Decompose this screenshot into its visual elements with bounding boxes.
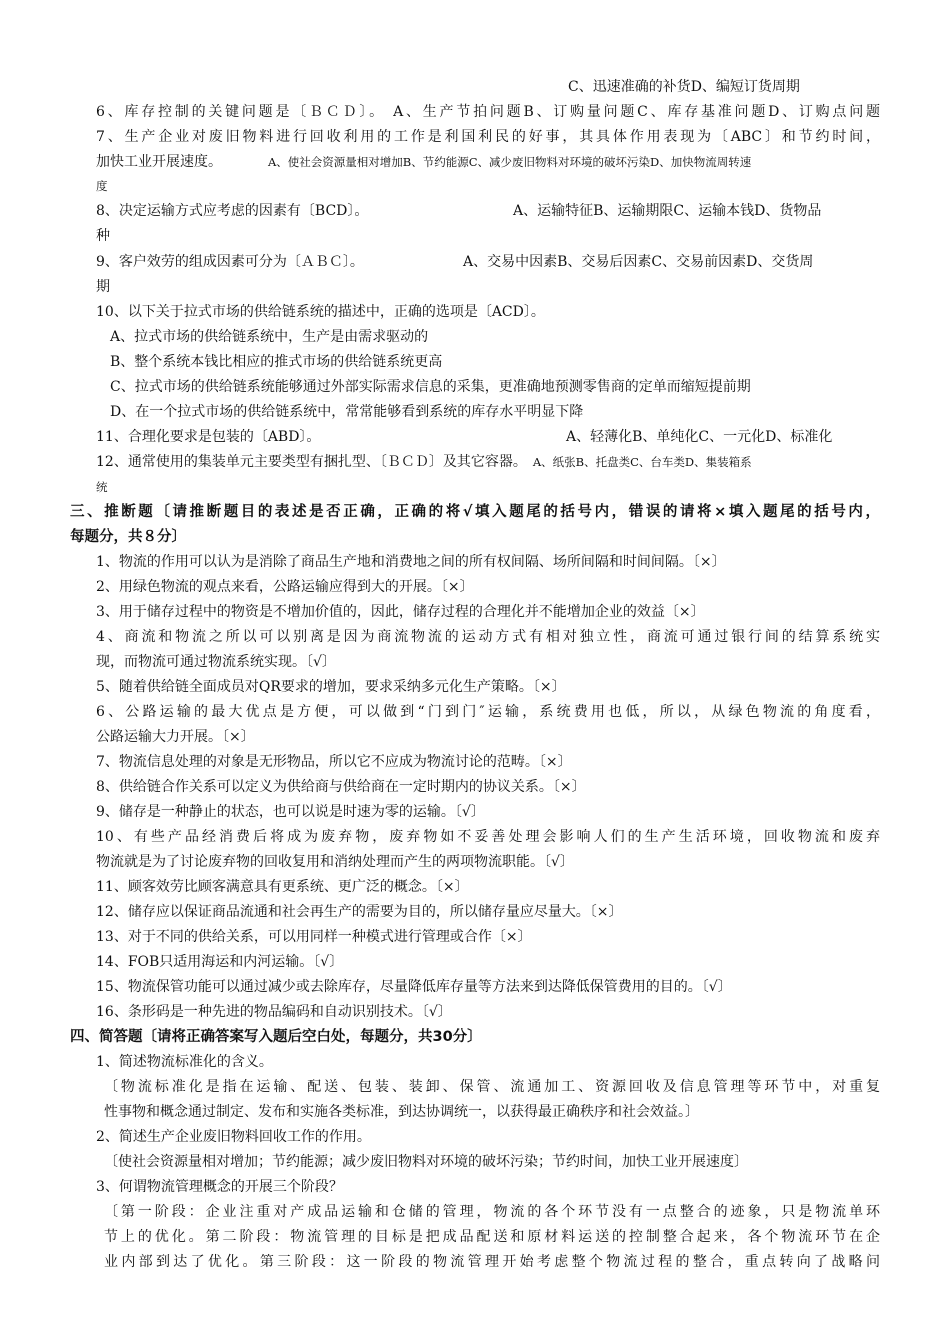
section-heading-judgement-cont: 每题分，共８分〕 bbox=[70, 529, 186, 545]
answer-line: 〔第一阶段：企业注重对产成品运输和仓储的管理，物流的各个环节没有一点整合的迹象，只是物流单环 bbox=[104, 1204, 880, 1220]
text-line: 10、以下关于拉式市场的供给链系统的描述中，正确的选项是〔ACD〕。 bbox=[96, 304, 545, 320]
text-line: 现，而物流可通过物流系统实现。〔√〕 bbox=[96, 654, 336, 670]
text-line: 统 bbox=[96, 480, 108, 494]
section-heading-short-answer: 四、简答题〔请将正确答案写入题后空白处，每题分，共30分〕 bbox=[70, 1029, 482, 1045]
text-line: 6、公路运输的最大优点是方便，可以做到“门到门″运输，系统费用也低，所以，从绿色物流的角度看， bbox=[96, 704, 880, 720]
text-line: A、运输特征B、运输期限C、运输本钱D、货物品 bbox=[513, 203, 822, 219]
text-line: 4、商流和物流之所以可以别离是因为商流物流的运动方式有相对独立性，商流可通过银行间的结算系统实 bbox=[96, 629, 880, 645]
text-line: A、轻薄化B、单纯化C、一元化D、标准化 bbox=[566, 429, 833, 445]
text-line: 15、物流保管功能可以通过减少或去除库存，尽量降低库存量等方法来到达降低保管费用的目的。〔√〕 bbox=[96, 979, 732, 995]
answer-line: 性事物和概念通过制定、发布和实施各类标准，到达协调统一，以获得最正确秩序和社会效益。〕 bbox=[104, 1104, 699, 1120]
text-line: 10、有些产品经消费后将成为废弃物，废弃物如不妥善处理会影响人们的生产生活环境，回收物流和废弃 bbox=[96, 829, 880, 845]
text-line bbox=[96, 151, 751, 173]
text-line: 8、决定运输方式应考虑的因素有〔BCD〕。 bbox=[96, 203, 369, 219]
text-line: 8、供给链合作关系可以定义为供给商与供给商在一定时期内的协议关系。〔×〕 bbox=[96, 779, 586, 795]
text-segment: 12、通常使用的集装单元主要类型有捆扎型、〔ＢＣＤ〕及其它容器。 bbox=[96, 454, 527, 470]
text-line: 2、用绿色物流的观点来看，公路运输应得到大的开展。〔×〕 bbox=[96, 579, 474, 595]
text-line: 14、FOB只适用海运和内河运输。〔√〕 bbox=[96, 954, 344, 970]
section-heading-judgement: 三、推断题〔请推断题目的表述是否正确，正确的将√填入题尾的括号内，错误的请将×填入题尾的括号内， bbox=[70, 504, 880, 520]
text-line bbox=[96, 451, 752, 473]
text-segment: A、纸张B、托盘类C、台车类D、集装箱系 bbox=[532, 455, 752, 469]
text-line: 11、合理化要求是包装的〔ABD〕。 bbox=[96, 429, 321, 445]
text-line: 度 bbox=[96, 179, 108, 193]
answer-line: 〔物流标准化是指在运输、配送、包装、装卸、保管、流通加工、资源回收及信息管理等环节中，对重复 bbox=[104, 1079, 880, 1095]
text-line: 物流就是为了讨论废弃物的回收复用和消纳处理而产生的两项物流职能。〔√〕 bbox=[96, 854, 574, 870]
text-segment: 加快工业开展速度。 bbox=[96, 154, 222, 170]
text-line: 7、生产企业对废旧物料进行回收利用的工作是利国利民的好事，其具体作用表现为〔ABC〕和节约时间， bbox=[96, 129, 880, 145]
answer-line: 节上的优化。第二阶段：物流管理的目标是把成品配送和原材料运送的控制整合起来，各个物流环节在企 bbox=[104, 1229, 880, 1245]
text-line: C、迅速准确的补货D、编短订货周期 bbox=[568, 79, 800, 95]
text-line: B、整个系统本钱比相应的推式市场的供给链系统更高 bbox=[110, 354, 443, 370]
question-line: 1、简述物流标准化的含义。 bbox=[96, 1054, 273, 1070]
text-line: 公路运输大力开展。〔×〕 bbox=[96, 729, 255, 745]
text-line: 种 bbox=[96, 228, 110, 244]
text-segment: A、使社会资源量相对增加B、节约能源C、减少废旧物料对环境的破坏污染D、加快物流周转速 bbox=[268, 155, 752, 169]
text-line: 7、物流信息处理的对象是无形物品，所以它不应成为物流讨论的范畴。〔×〕 bbox=[96, 754, 572, 770]
text-line: 1、物流的作用可以认为是消除了商品生产地和消费地之间的所有权间隔、场所间隔和时间间隔。〔×〕 bbox=[96, 554, 726, 570]
text-line: A、拉式市场的供给链系统中，生产是由需求驱动的 bbox=[110, 329, 429, 345]
question-line: 2、简述生产企业废旧物料回收工作的作用。 bbox=[96, 1129, 371, 1145]
text-line: 13、对于不同的供给关系，可以用同样一种模式进行管理或合作〔×〕 bbox=[96, 929, 532, 945]
text-line: 期 bbox=[96, 279, 110, 295]
text-line: 3、用于储存过程中的物资是不增加价值的，因此，储存过程的合理化并不能增加企业的效益〔×〕 bbox=[96, 604, 705, 620]
text-line: A、交易中因素B、交易后因素C、交易前因素D、交货周 bbox=[463, 254, 814, 270]
answer-line: 〔使社会资源量相对增加；节约能源；减少废旧物料对环境的破坏污染；节约时间，加快工业开展速度〕 bbox=[104, 1154, 748, 1170]
text-line: 5、随着供给链全面成员对QR要求的增加，要求采纳多元化生产策略。〔×〕 bbox=[96, 679, 566, 695]
text-line: 16、条形码是一种先进的物品编码和自动识别技术。〔√〕 bbox=[96, 1004, 452, 1020]
text-line: C、拉式市场的供给链系统能够通过外部实际需求信息的采集，更准确地预测零售商的定单而缩短提前期 bbox=[110, 379, 751, 395]
answer-line: 业内部到达了优化。第三阶段：这一阶段的物流管理开始考虑整个物流过程的整合，重点转向了战略问 bbox=[104, 1254, 880, 1270]
text-line: D、在一个拉式市场的供给链系统中，常常能够看到系统的库存水平明显下降 bbox=[110, 404, 584, 420]
text-line: 12、储存应以保证商品流通和社会再生产的需要为目的，所以储存量应尽量大。〔×〕 bbox=[96, 904, 623, 920]
question-line: 3、何谓物流管理概念的开展三个阶段？ bbox=[96, 1179, 343, 1195]
text-line: 9、客户效劳的组成因素可分为〔ＡＢＣ〕。 bbox=[96, 254, 364, 270]
text-line: 9、储存是一种静止的状态，也可以说是时速为零的运输。〔√〕 bbox=[96, 804, 485, 820]
text-line: 11、顾客效劳比顾客满意具有更系统、更广泛的概念。〔×〕 bbox=[96, 879, 469, 895]
text-line: 6、库存控制的关键问题是〔ＢＣＤ〕。 A、生产节拍问题B、订购量问题C、库存基准问题D、订购点问题 bbox=[96, 104, 880, 120]
